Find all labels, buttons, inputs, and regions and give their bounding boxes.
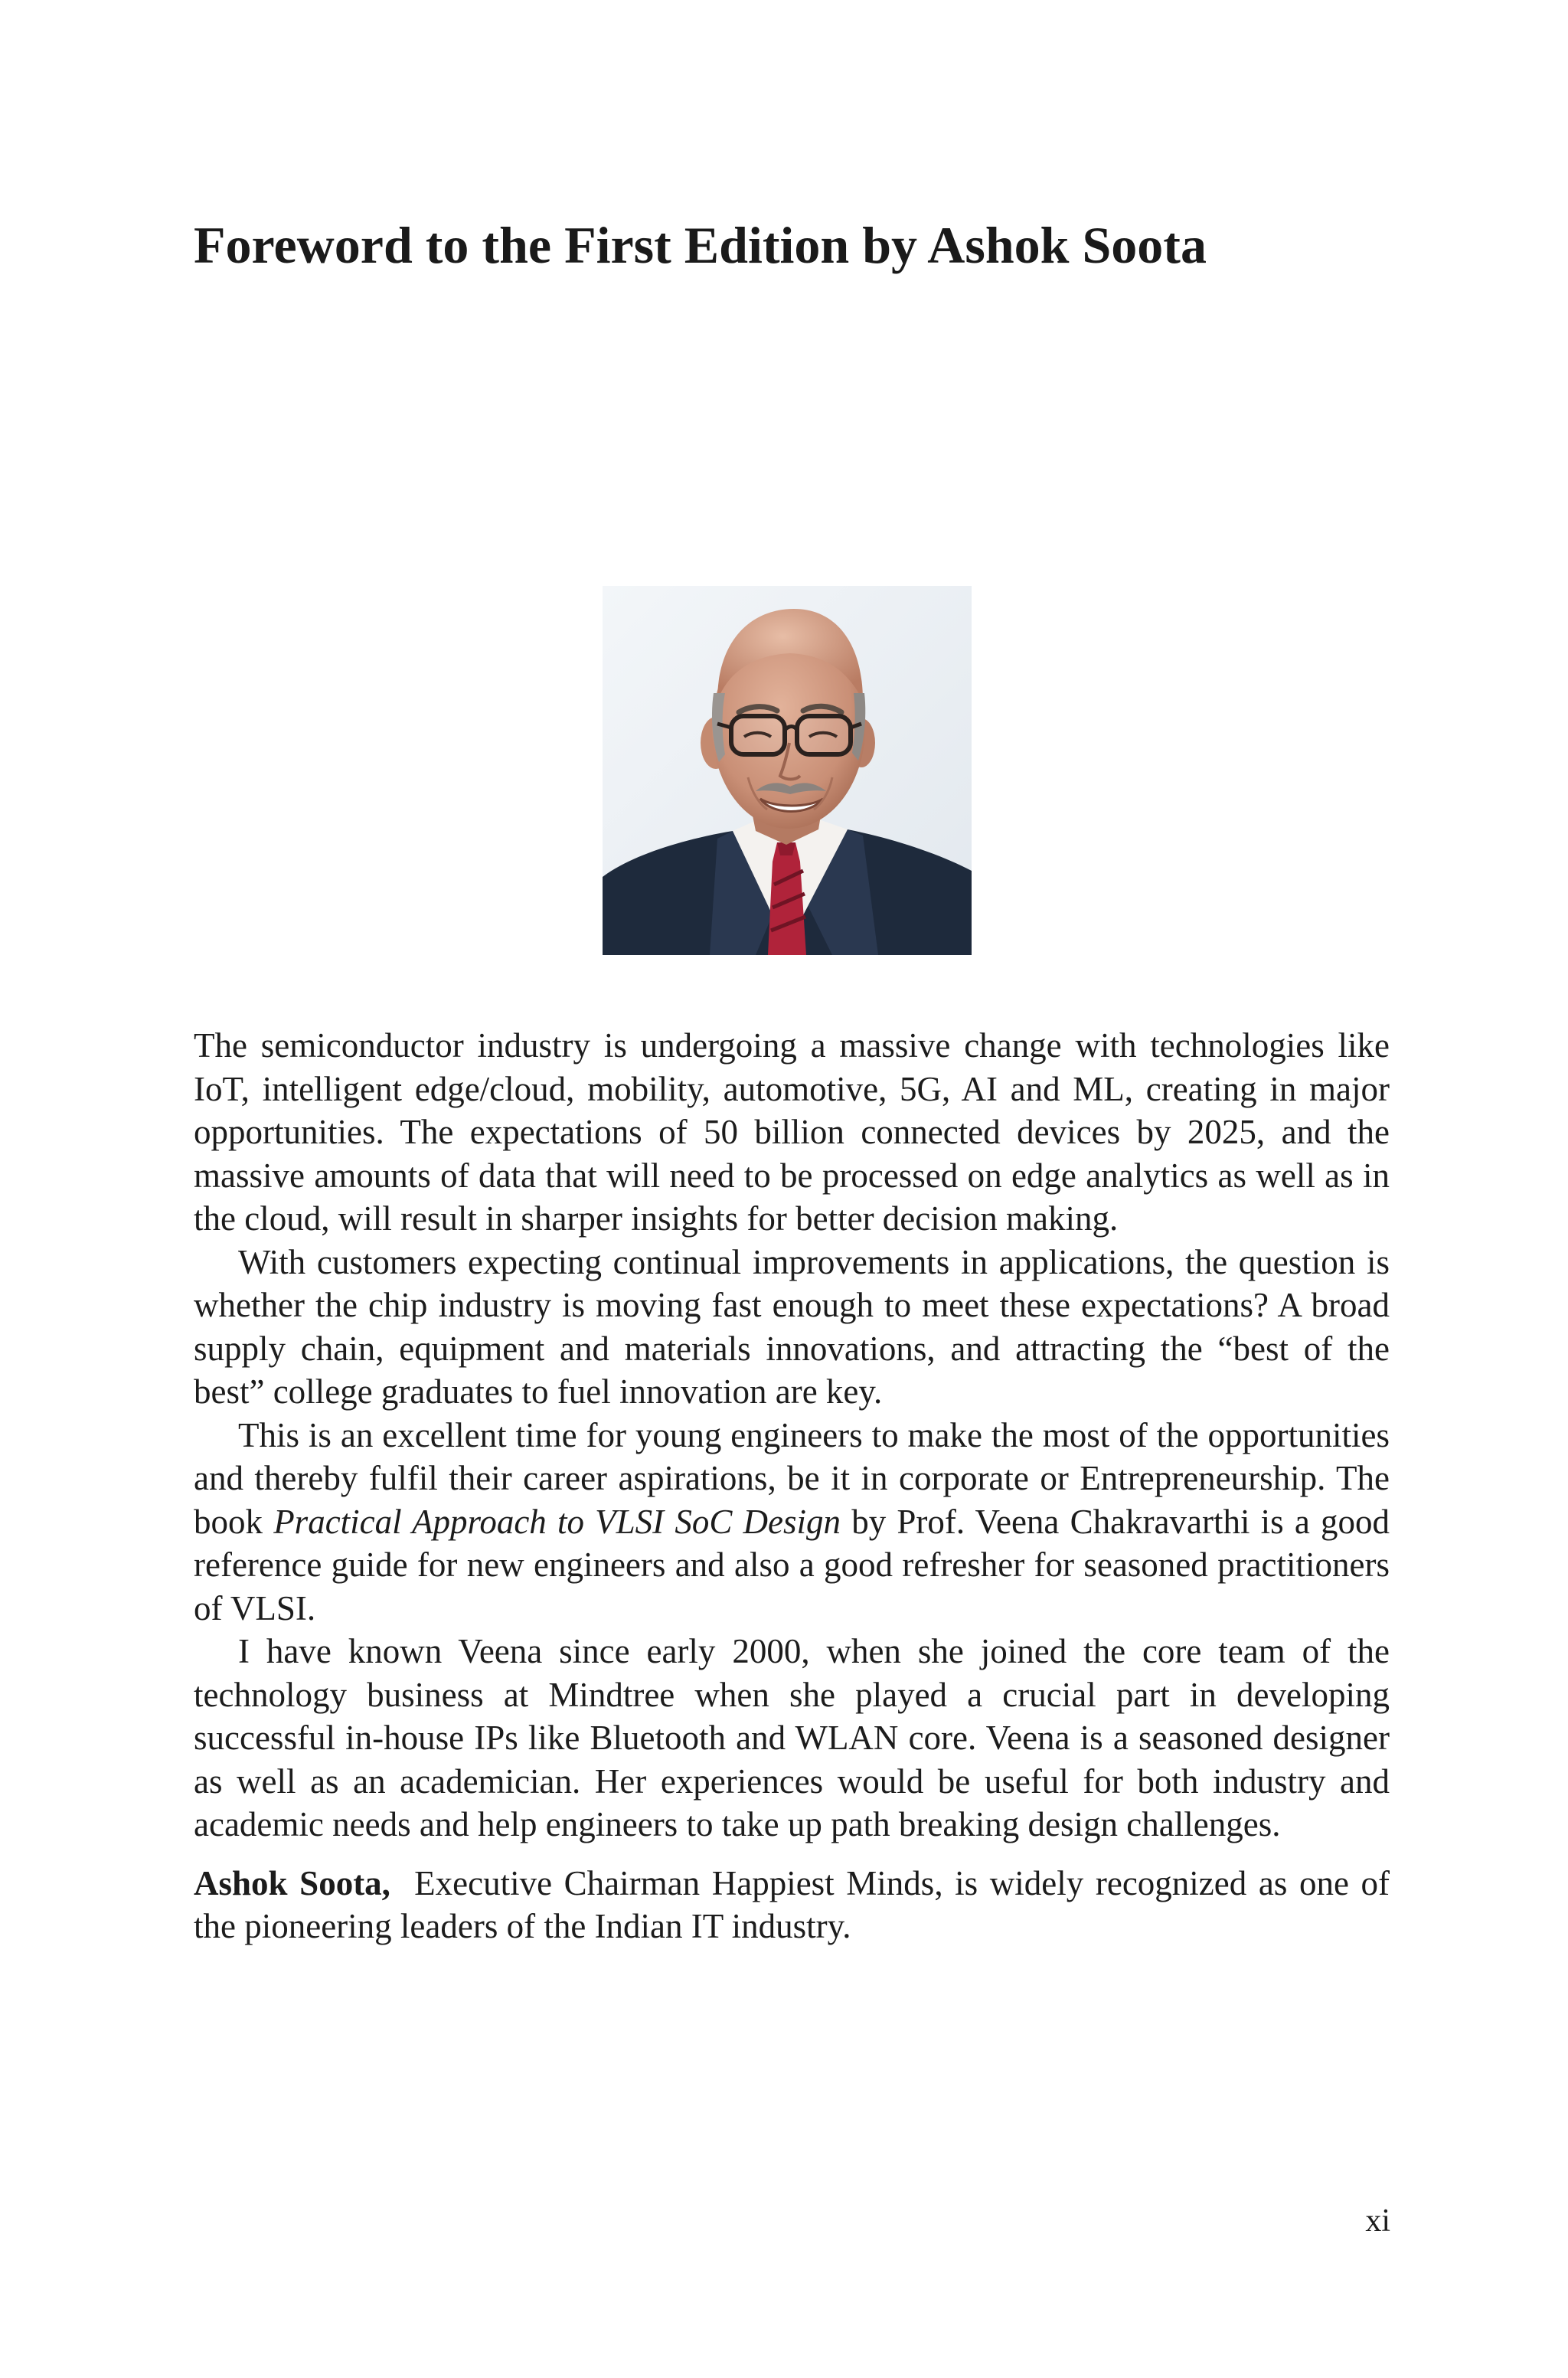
book-title: Practical Approach to VLSI SoC Design	[273, 1502, 841, 1541]
paragraph-4: I have known Veena since early 2000, when she joined the core team of the technology business at Mindtree when she played a crucial part in developing successful in-house IPs like Bluetooth and WLAN core. Veena is a seasoned designer as well as an academician. Her experiences would be useful for both industry and academic needs and help engineers to take up path breaking design challenges.	[194, 1632, 1390, 1843]
paragraph-3-text-before: This is an excellent time for young engineers to make the most of the opportunities and thereby fulfil their career aspirations, be it in corporate or Entrepreneurship. The book	[194, 1415, 1390, 1541]
paragraph-2: With customers expecting continual improvements in applications, the question is whether the chip industry is moving fast enough to meet these expectations? A broad supply chain, equipment and materials innovations, and attracting the “best of the best” college graduates to fuel innovation are key.	[194, 1242, 1390, 1411]
page-number: xi	[1365, 2203, 1390, 2239]
paragraph-1: The semiconductor industry is undergoing a massive change with technologies like IoT, intelligent edge/cloud, mobility, automotive, 5G, AI and ML, creating in major opportunities. The expectations of 50 billion connected devices by 2025, and the massive amounts of data that will need to be processed on edge analytics as well as in the cloud, will result in sharper insights for better decision making.	[194, 1026, 1390, 1238]
author-description: Executive Chairman Happiest Minds, is widely recognized as one of the pioneering leaders of the Indian IT industry.	[194, 1863, 1390, 1945]
portrait-illustration	[603, 586, 972, 955]
paragraph-3-text-after: by Prof. Veena Chakravarthi is a good reference guide for new engineers and also a good refresher for seasoned practitioners of VLSI.	[194, 1502, 1390, 1627]
page-title: Foreword to the First Edition by Ashok Soota	[194, 216, 1207, 274]
paragraph-3	[194, 1414, 1390, 1631]
author-note	[194, 1862, 1390, 1948]
portrait-photo	[603, 586, 972, 955]
foreword-body	[194, 1024, 1390, 1948]
author-name: Ashok Soota,	[194, 1863, 390, 1902]
